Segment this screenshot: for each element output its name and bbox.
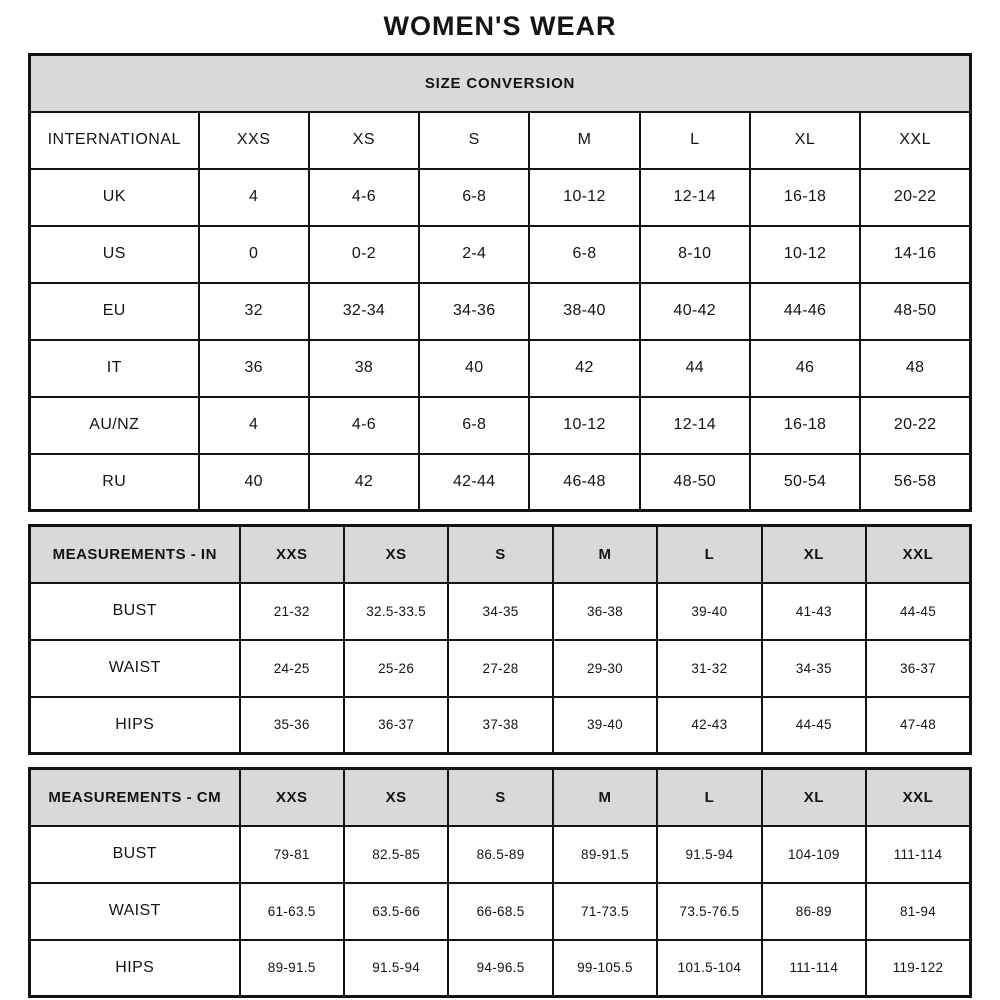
size-conversion-title-row [30, 55, 971, 112]
table-cell: 50-54 [750, 454, 860, 511]
measurements-cm-col-xxs: XXS [240, 769, 344, 826]
table-cell: 31-32 [657, 640, 761, 697]
table-cell: 41-43 [762, 583, 866, 640]
table-cell: 6-8 [529, 226, 639, 283]
table-cell: 48-50 [640, 454, 750, 511]
table-cell: 10-12 [529, 397, 639, 454]
size-conversion-col-s: S [419, 112, 529, 169]
size-conversion-row-label-us: US [30, 226, 199, 283]
measurements-in-col-xxs: XXS [240, 526, 344, 583]
table-cell: 39-40 [657, 583, 761, 640]
table-cell: 63.5-66 [344, 883, 448, 940]
table-cell: 89-91.5 [240, 940, 344, 997]
table-cell: 91.5-94 [657, 826, 761, 883]
measurements-cm-col-measurements-cm: MEASUREMENTS - CM [30, 769, 240, 826]
table-cell: 79-81 [240, 826, 344, 883]
table-cell: 119-122 [866, 940, 970, 997]
size-conversion-row-us [30, 226, 971, 283]
measurements-cm-table [28, 767, 972, 998]
size-chart-sheet [28, 0, 972, 998]
table-cell: 42-44 [419, 454, 529, 511]
table-cell: 12-14 [640, 169, 750, 226]
table-cell: 94-96.5 [448, 940, 552, 997]
table-cell: 27-28 [448, 640, 552, 697]
table-cell: 16-18 [750, 397, 860, 454]
table-cell: 2-4 [419, 226, 529, 283]
table-cell: 0 [199, 226, 309, 283]
size-conversion-row-ru [30, 454, 971, 511]
table-cell: 35-36 [240, 697, 344, 754]
measurements-cm-row-bust [30, 826, 971, 883]
measurements-cm-row-label-waist: WAIST [30, 883, 240, 940]
table-cell: 25-26 [344, 640, 448, 697]
table-cell: 91.5-94 [344, 940, 448, 997]
table-cell: 8-10 [640, 226, 750, 283]
table-cell: 48-50 [860, 283, 970, 340]
size-conversion-table-body [30, 55, 971, 511]
table-cell: 4 [199, 169, 309, 226]
table-cell: 104-109 [762, 826, 866, 883]
measurements-cm-row-hips [30, 940, 971, 997]
size-conversion-col-international: INTERNATIONAL [30, 112, 199, 169]
table-cell: 42 [529, 340, 639, 397]
measurements-cm-col-s: S [448, 769, 552, 826]
table-cell: 56-58 [860, 454, 970, 511]
table-cell: 38 [309, 340, 419, 397]
size-conversion-row-label-ru: RU [30, 454, 199, 511]
measurements-in-col-xl: XL [762, 526, 866, 583]
size-conversion-col-xxs: XXS [199, 112, 309, 169]
measurements-cm-row-waist [30, 883, 971, 940]
table-cell: 81-94 [866, 883, 970, 940]
table-cell: 36-38 [553, 583, 657, 640]
table-cell: 20-22 [860, 169, 970, 226]
table-cell: 40-42 [640, 283, 750, 340]
table-cell: 44-45 [762, 697, 866, 754]
table-cell: 99-105.5 [553, 940, 657, 997]
measurements-in-col-l: L [657, 526, 761, 583]
table-cell: 46 [750, 340, 860, 397]
measurements-cm-col-xs: XS [344, 769, 448, 826]
table-cell: 111-114 [762, 940, 866, 997]
table-cell: 42 [309, 454, 419, 511]
table-cell: 40 [199, 454, 309, 511]
table-cell: 36-37 [344, 697, 448, 754]
table-cell: 86-89 [762, 883, 866, 940]
size-conversion-row-uk [30, 169, 971, 226]
size-conversion-row-eu [30, 283, 971, 340]
size-conversion-row-label-au-nz: AU/NZ [30, 397, 199, 454]
table-cell: 34-35 [762, 640, 866, 697]
table-cell: 46-48 [529, 454, 639, 511]
table-cell: 4 [199, 397, 309, 454]
size-conversion-table [28, 53, 972, 512]
table-cell: 36 [199, 340, 309, 397]
table-cell: 29-30 [553, 640, 657, 697]
size-conversion-col-xxl: XXL [860, 112, 970, 169]
table-cell: 48 [860, 340, 970, 397]
table-cell: 73.5-76.5 [657, 883, 761, 940]
measurements-in-table-body [30, 526, 971, 754]
table-cell: 44-45 [866, 583, 970, 640]
table-cell: 10-12 [750, 226, 860, 283]
table-cell: 34-36 [419, 283, 529, 340]
table-cell: 86.5-89 [448, 826, 552, 883]
table-cell: 111-114 [866, 826, 970, 883]
measurements-in-col-measurements-in: MEASUREMENTS - IN [30, 526, 240, 583]
table-cell: 10-12 [529, 169, 639, 226]
measurements-cm-row-label-hips: HIPS [30, 940, 240, 997]
measurements-cm-row-label-bust: BUST [30, 826, 240, 883]
table-cell: 61-63.5 [240, 883, 344, 940]
table-cell: 39-40 [553, 697, 657, 754]
measurements-in-row-label-bust: BUST [30, 583, 240, 640]
measurements-in-col-xs: XS [344, 526, 448, 583]
page-title: WOMEN'S WEAR [383, 11, 617, 41]
table-cell: 6-8 [419, 169, 529, 226]
size-conversion-row-it [30, 340, 971, 397]
table-cell: 34-35 [448, 583, 552, 640]
table-cell: 0-2 [309, 226, 419, 283]
size-conversion-title: SIZE CONVERSION [30, 55, 971, 112]
table-cell: 32 [199, 283, 309, 340]
measurements-in-col-xxl: XXL [866, 526, 970, 583]
table-cell: 71-73.5 [553, 883, 657, 940]
measurements-in-row-hips [30, 697, 971, 754]
table-cell: 20-22 [860, 397, 970, 454]
table-cell: 44 [640, 340, 750, 397]
table-cell: 12-14 [640, 397, 750, 454]
measurements-cm-header-row [30, 769, 971, 826]
table-cell: 82.5-85 [344, 826, 448, 883]
table-cell: 32-34 [309, 283, 419, 340]
table-cell: 36-37 [866, 640, 970, 697]
size-conversion-col-xl: XL [750, 112, 860, 169]
measurements-in-row-bust [30, 583, 971, 640]
size-conversion-col-m: M [529, 112, 639, 169]
table-cell: 40 [419, 340, 529, 397]
table-cell: 89-91.5 [553, 826, 657, 883]
table-cell: 24-25 [240, 640, 344, 697]
table-cell: 101.5-104 [657, 940, 761, 997]
measurements-cm-col-l: L [657, 769, 761, 826]
table-cell: 37-38 [448, 697, 552, 754]
measurements-in-col-s: S [448, 526, 552, 583]
table-cell: 6-8 [419, 397, 529, 454]
table-cell: 4-6 [309, 169, 419, 226]
measurements-cm-col-xxl: XXL [866, 769, 970, 826]
table-cell: 66-68.5 [448, 883, 552, 940]
size-conversion-row-label-it: IT [30, 340, 199, 397]
measurements-in-col-m: M [553, 526, 657, 583]
table-cell: 38-40 [529, 283, 639, 340]
table-cell: 16-18 [750, 169, 860, 226]
size-conversion-row-au-nz [30, 397, 971, 454]
measurements-cm-col-xl: XL [762, 769, 866, 826]
measurements-in-row-label-hips: HIPS [30, 697, 240, 754]
table-cell: 42-43 [657, 697, 761, 754]
table-cell: 32.5-33.5 [344, 583, 448, 640]
measurements-in-row-waist [30, 640, 971, 697]
size-conversion-col-xs: XS [309, 112, 419, 169]
table-cell: 47-48 [866, 697, 970, 754]
table-cell: 21-32 [240, 583, 344, 640]
table-cell: 4-6 [309, 397, 419, 454]
measurements-in-row-label-waist: WAIST [30, 640, 240, 697]
measurements-cm-table-body [30, 769, 971, 997]
measurements-in-table [28, 524, 972, 755]
table-cell: 44-46 [750, 283, 860, 340]
measurements-cm-col-m: M [553, 769, 657, 826]
size-conversion-row-label-eu: EU [30, 283, 199, 340]
measurements-in-header-row [30, 526, 971, 583]
table-cell: 14-16 [860, 226, 970, 283]
size-conversion-row-label-uk: UK [30, 169, 199, 226]
size-conversion-col-l: L [640, 112, 750, 169]
size-conversion-header-row [30, 112, 971, 169]
